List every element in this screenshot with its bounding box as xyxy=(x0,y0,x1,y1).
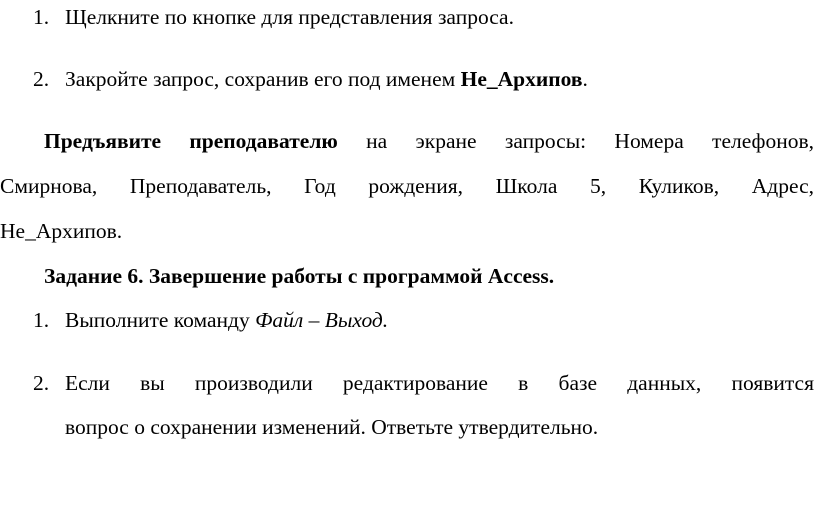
exit-command: Файл – Выход. xyxy=(255,308,389,332)
list-text xyxy=(65,66,588,92)
task-heading xyxy=(44,263,554,289)
task-sep: . xyxy=(138,264,149,288)
save-prompt-line-2: вопрос о сохранении изменений. Ответьте утвердительно. xyxy=(65,415,599,439)
list-text-before: Выполните команду xyxy=(65,308,256,332)
present-paragraph-line-3: Не_Архипов. xyxy=(0,219,123,243)
present-lead: Предъявите преподавателю xyxy=(44,129,338,153)
list-number: 1. xyxy=(33,5,50,29)
present-rest: на экране запросы: Номера телефонов, xyxy=(337,129,814,153)
present-paragraph-line-1 xyxy=(44,128,814,154)
list-text-before: Закройте запрос, сохранив его под именем xyxy=(65,67,461,91)
save-prompt-line-1: Если вы производили редактирование в базе данных, появится xyxy=(65,371,814,395)
list-text xyxy=(65,307,388,333)
task-title: Завершение работы с программой Access. xyxy=(148,264,555,288)
list-text: Щелкните по кнопке для представления запроса. xyxy=(65,5,514,29)
list-text-after: . xyxy=(582,67,588,91)
list-number: 2. xyxy=(33,67,50,91)
present-paragraph-line-2: Смирнова, Преподаватель, Год рождения, Школа 5, Куликов, Адрес, xyxy=(0,174,814,198)
task-label: Задание 6 xyxy=(44,264,139,288)
query-name: Не_Архипов xyxy=(460,67,583,91)
list-number: 1. xyxy=(33,308,50,332)
list-number: 2. xyxy=(33,371,50,395)
